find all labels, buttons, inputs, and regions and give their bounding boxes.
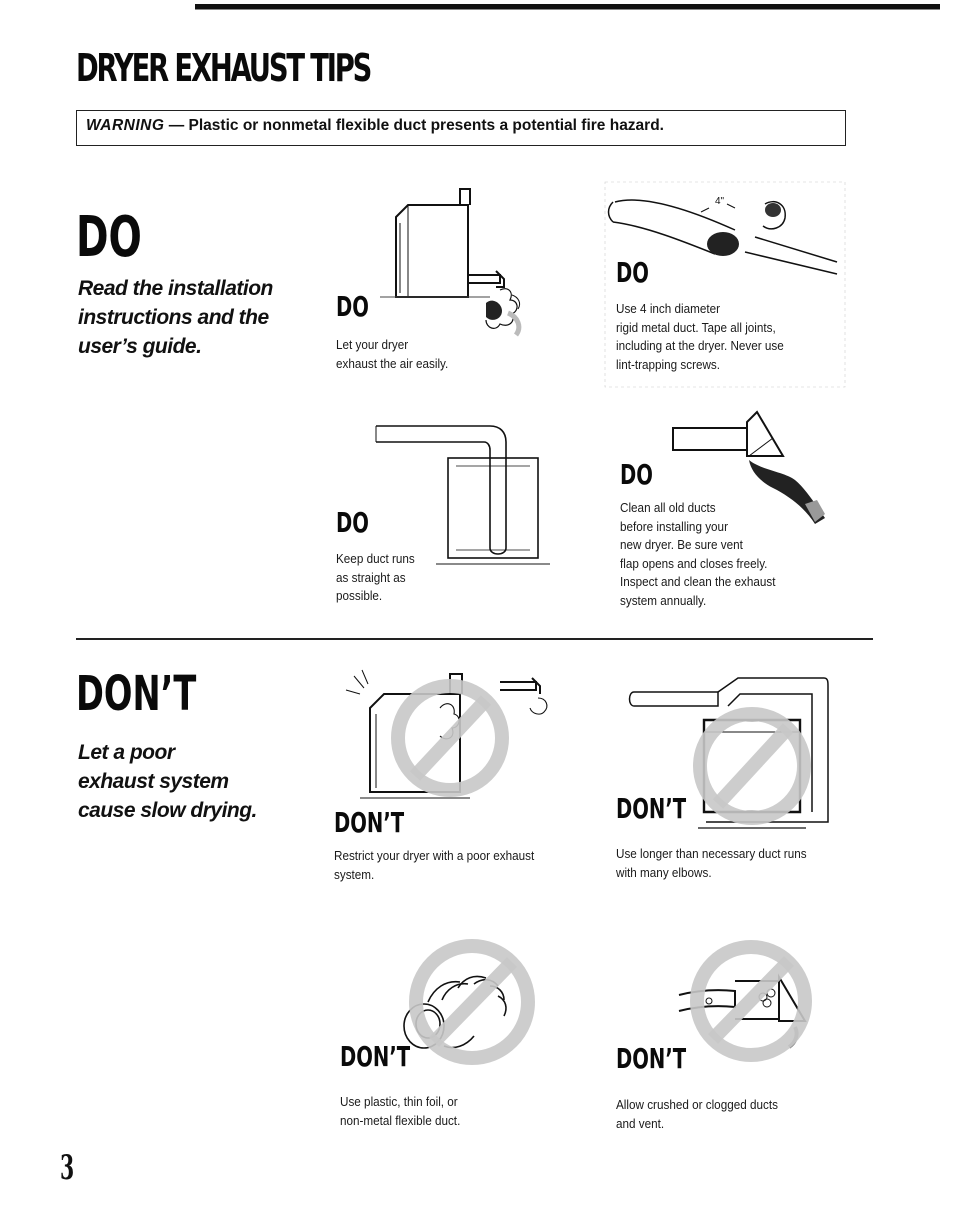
caption-line: Inspect and clean the exhaust — [620, 574, 776, 589]
page-title: DRYER EXHAUST TIPS — [76, 46, 371, 90]
dont-intro-line: exhaust system — [78, 770, 229, 793]
caption-line: lint-trapping screws. — [616, 356, 721, 372]
caption-line: Restrict your dryer with a poor exhaust — [334, 848, 535, 863]
tip-caption — [340, 1093, 460, 1130]
caption-line: rigid metal duct. Tape all joints, — [616, 319, 776, 335]
dryer-exhaust-icon — [380, 185, 560, 360]
restricted-dryer-icon — [340, 668, 560, 808]
tip-heading: DO — [336, 290, 369, 323]
dimension-label: 4" — [715, 196, 725, 207]
tip-heading: DON’T — [334, 806, 405, 839]
flexible-duct-icon — [398, 940, 543, 1065]
do-intro — [78, 274, 273, 361]
caption-line: as straight as — [336, 569, 406, 585]
caption-line: system. — [334, 866, 375, 882]
do-intro-line: instructions and the — [78, 306, 269, 329]
do-intro-line: Read the installation — [78, 277, 273, 300]
dont-intro-line: Let a poor — [78, 741, 175, 764]
do-intro-line: user’s guide. — [78, 335, 202, 358]
section-divider — [76, 638, 873, 640]
tip-caption — [616, 1096, 778, 1133]
dont-intro — [78, 738, 257, 825]
do-section-heading: DO — [76, 205, 142, 270]
caption-line: before installing your — [620, 518, 728, 534]
caption-line: flap opens and closes freely. — [620, 555, 768, 571]
tip-heading: DO — [616, 256, 649, 289]
tip-caption — [336, 336, 448, 373]
tip-heading: DON’T — [616, 1042, 687, 1075]
warning-banner — [86, 117, 664, 135]
tip-heading: DO — [336, 506, 369, 539]
caption-line: Use 4 inch diameter — [616, 301, 721, 316]
caption-line: including at the dryer. Never use — [616, 338, 784, 353]
caption-line: Let your dryer — [336, 337, 409, 352]
tip-caption — [616, 300, 784, 374]
caption-line: and vent. — [616, 1115, 665, 1131]
straight-duct-icon — [370, 420, 560, 570]
caption-line: possible. — [336, 588, 383, 603]
page-number: 3 — [60, 1148, 75, 1188]
dont-intro-line: cause slow drying. — [78, 799, 257, 822]
tip-heading: DON’T — [340, 1040, 411, 1073]
dont-section-heading: DON’T — [76, 666, 197, 722]
warning-message: — Plastic or nonmetal flexible duct presents a potential fire hazard. — [164, 117, 664, 134]
caption-line: exhaust the air easily. — [336, 355, 449, 371]
caption-line: new dryer. Be sure vent — [620, 537, 743, 552]
tip-heading: DON’T — [616, 792, 687, 825]
tip-caption — [616, 845, 807, 882]
caption-line: Use longer than necessary duct runs — [616, 846, 807, 861]
tip-caption — [336, 550, 415, 606]
top-rule-thin — [195, 9, 940, 10]
caption-line: non-metal flexible duct. — [340, 1112, 461, 1128]
caption-line: Use plastic, thin foil, or — [340, 1094, 458, 1109]
tip-heading: DO — [620, 458, 653, 491]
caption-line: Keep duct runs — [336, 551, 415, 566]
caption-line: with many elbows. — [616, 864, 712, 880]
caption-line: system annually. — [620, 592, 707, 608]
tip-caption — [334, 847, 534, 884]
warning-label: WARNING — [86, 117, 165, 134]
clogged-duct-icon — [675, 935, 825, 1065]
caption-line: Clean all old ducts — [620, 500, 716, 515]
caption-line: Allow crushed or clogged ducts — [616, 1097, 778, 1112]
tip-caption — [620, 499, 775, 610]
